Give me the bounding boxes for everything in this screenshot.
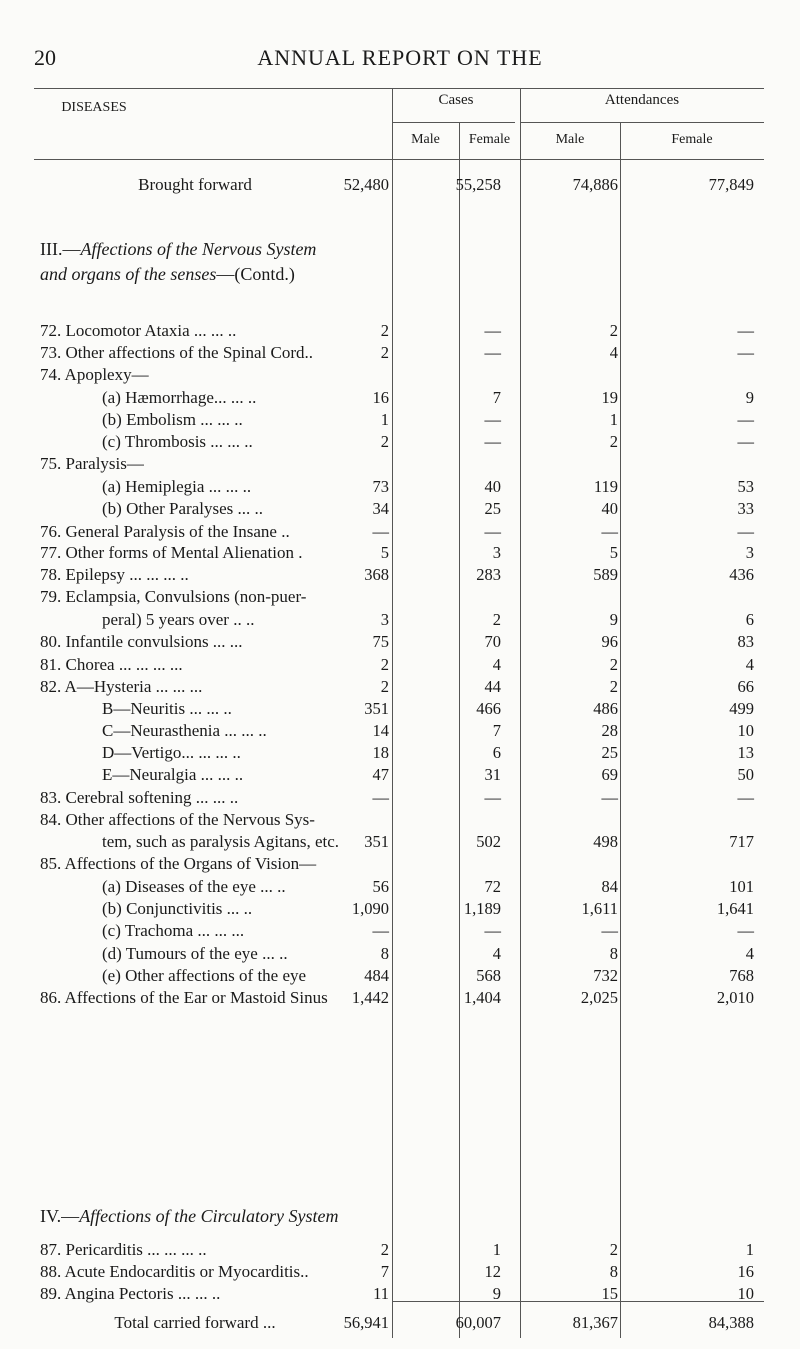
- row-label: 72. Locomotor Ataxia ... ... ..: [40, 321, 237, 340]
- row-label: 73. Other affections of the Spinal Cord..: [40, 343, 314, 362]
- row-cases-female: —: [484, 343, 501, 362]
- row-cases-female: 7: [492, 388, 501, 407]
- row-label: (d) Tumours of the eye ... ..: [102, 944, 288, 963]
- running-head: ANNUAL REPORT ON THE: [257, 45, 543, 70]
- row-cases-female: —: [484, 788, 501, 807]
- row-attend-female: 4: [745, 655, 754, 674]
- section-4-title: Affections of the Circulatory System: [79, 1206, 339, 1226]
- row-label: (b) Embolism ... ... ..: [102, 410, 243, 429]
- row-cases-female: 502: [476, 832, 501, 851]
- row-cases-male: 2: [380, 432, 389, 451]
- brought-forward-cases-female: 55,258: [455, 175, 501, 194]
- row-label: 85. Affections of the Organs of Vision—: [40, 854, 317, 873]
- row-label: tem, such as paralysis Agitans, etc.: [102, 832, 340, 851]
- row-attend-male: 5: [609, 543, 618, 562]
- section-4-heading: [40, 1206, 338, 1227]
- row-attend-male: 732: [593, 966, 618, 985]
- row-label: 86. Affections of the Ear or Mastoid Sinus: [40, 988, 328, 1007]
- attendances-header: Attendances: [604, 92, 680, 108]
- row-attend-female: 2,010: [716, 988, 754, 1007]
- row-cases-female: 31: [484, 765, 501, 784]
- row-label: B—Neuritis ... ... ..: [102, 699, 232, 718]
- row-attend-female: 101: [729, 877, 754, 896]
- row-attend-male: —: [601, 788, 618, 807]
- cases-header: Cases: [438, 92, 474, 108]
- row-attend-female: 10: [737, 721, 754, 740]
- row-attend-female: 436: [729, 565, 754, 584]
- header-bottom-rule: [34, 159, 764, 160]
- row-cases-female: 1,404: [463, 988, 501, 1007]
- row-cases-male: 2: [380, 321, 389, 340]
- row-attend-male: 15: [601, 1284, 618, 1303]
- row-attend-male: 40: [601, 499, 618, 518]
- row-label: (e) Other affections of the eye: [102, 966, 307, 985]
- row-attend-male: 2: [609, 432, 618, 451]
- row-attend-female: 717: [729, 832, 754, 851]
- row-cases-female: 283: [476, 565, 501, 584]
- row-label: 88. Acute Endocarditis or Myocarditis..: [40, 1262, 309, 1281]
- row-cases-male: 34: [372, 499, 389, 518]
- row-attend-male: 1,611: [581, 899, 618, 918]
- row-cases-female: —: [484, 321, 501, 340]
- row-label: C—Neurasthenia ... ... ..: [102, 721, 267, 740]
- row-attend-male: 498: [593, 832, 618, 851]
- row-attend-male: 9: [609, 610, 618, 629]
- row-attend-female: —: [737, 410, 754, 429]
- row-attend-male: 8: [609, 944, 618, 963]
- row-attend-male: —: [601, 522, 618, 541]
- row-cases-male: 2: [380, 343, 389, 362]
- row-label: 89. Angina Pectoris ... ... ..: [40, 1284, 221, 1303]
- cases-male-header: Male: [411, 132, 440, 147]
- row-cases-female: 72: [484, 877, 501, 896]
- row-attend-female: 9: [745, 388, 754, 407]
- row-label: 83. Cerebral softening ... ... ..: [40, 788, 239, 807]
- row-attend-female: 16: [737, 1262, 754, 1281]
- row-cases-female: —: [484, 410, 501, 429]
- row-label: 81. Chorea ... ... ... ...: [40, 655, 183, 674]
- row-attend-female: 33: [737, 499, 754, 518]
- row-label: (a) Diseases of the eye ... ..: [102, 877, 286, 896]
- row-cases-male: 11: [373, 1284, 389, 1303]
- row-cases-female: 70: [484, 632, 501, 651]
- row-attend-male: 1: [609, 410, 618, 429]
- row-attend-male: 2: [609, 1240, 618, 1259]
- row-cases-male: —: [372, 522, 389, 541]
- row-cases-male: 1: [380, 410, 389, 429]
- row-cases-male: 75: [372, 632, 389, 651]
- row-label: (a) Hemiplegia ... ... ..: [102, 477, 252, 496]
- brought-forward-cases-male: 52,480: [343, 175, 389, 194]
- row-attend-female: 83: [737, 632, 754, 651]
- row-cases-female: —: [484, 522, 501, 541]
- row-label: 82. A—Hysteria ... ... ...: [40, 677, 203, 696]
- row-label: E—Neuralgia ... ... ..: [102, 765, 244, 784]
- row-cases-male: 56: [372, 877, 389, 896]
- section-3-heading-line-2: [40, 264, 295, 285]
- section-3-title: Affections of the Nervous System: [80, 239, 317, 259]
- row-label: 74. Apoplexy—: [40, 365, 149, 384]
- row-cases-male: 7: [380, 1262, 389, 1281]
- row-attend-female: —: [737, 321, 754, 340]
- section-3-heading-line-1: [40, 239, 316, 260]
- row-attend-female: —: [737, 921, 754, 940]
- row-cases-male: 351: [364, 699, 389, 718]
- row-cases-male: 47: [372, 765, 389, 784]
- row-cases-male: 2: [380, 1240, 389, 1259]
- row-cases-female: 4: [492, 944, 501, 963]
- row-cases-male: 16: [372, 388, 389, 407]
- row-attend-male: 486: [593, 699, 618, 718]
- row-attend-male: 96: [601, 632, 618, 651]
- row-label: 79. Eclampsia, Convulsions (non-puer-: [40, 587, 307, 606]
- row-cases-male: 73: [372, 477, 389, 496]
- row-cases-female: 40: [484, 477, 501, 496]
- row-cases-male: 368: [364, 565, 389, 584]
- row-cases-male: 14: [372, 721, 389, 740]
- row-attend-male: 2,025: [580, 988, 618, 1007]
- row-attend-male: 19: [601, 388, 618, 407]
- row-cases-female: 25: [484, 499, 501, 518]
- row-cases-male: 2: [380, 677, 389, 696]
- total-cases-female: 60,007: [455, 1313, 501, 1332]
- row-label: 84. Other affections of the Nervous Sys-: [40, 810, 315, 829]
- row-cases-male: 8: [380, 944, 389, 963]
- row-label: 77. Other forms of Mental Alienation .: [40, 543, 303, 562]
- row-cases-male: 1,442: [351, 988, 389, 1007]
- row-cases-male: 2: [380, 655, 389, 674]
- row-attend-female: —: [737, 788, 754, 807]
- section-4-roman: IV.—: [40, 1206, 80, 1226]
- row-cases-male: 3: [380, 610, 389, 629]
- row-label: peral) 5 years over .. ..: [102, 610, 255, 629]
- row-cases-female: 4: [492, 655, 501, 674]
- row-attend-female: —: [737, 432, 754, 451]
- row-cases-male: 1,090: [351, 899, 389, 918]
- row-attend-female: 13: [737, 743, 754, 762]
- total-cases-male: 56,941: [343, 1313, 389, 1332]
- row-attend-male: 84: [601, 877, 618, 896]
- row-label: 87. Pericarditis ... ... ... ..: [40, 1240, 207, 1259]
- row-cases-female: 6: [492, 743, 501, 762]
- row-attend-female: 6: [745, 610, 754, 629]
- row-cases-male: —: [372, 921, 389, 940]
- row-label: 78. Epilepsy ... ... ... ..: [40, 565, 189, 584]
- row-cases-female: 9: [492, 1284, 501, 1303]
- row-cases-male: 5: [380, 543, 389, 562]
- row-attend-female: 66: [737, 677, 754, 696]
- col-rule-4: [620, 122, 621, 1338]
- row-attend-female: —: [737, 343, 754, 362]
- total-attend-female: 84,388: [708, 1313, 754, 1332]
- row-attend-male: 2: [609, 321, 618, 340]
- table-top-rule: [34, 88, 764, 89]
- row-attend-male: 589: [593, 565, 618, 584]
- row-attend-female: 1: [745, 1240, 754, 1259]
- row-attend-female: —: [737, 522, 754, 541]
- attendances-subheader-rule: [520, 122, 764, 123]
- row-label: (b) Other Paralyses ... ..: [102, 499, 263, 518]
- row-label: D—Vertigo... ... ... ..: [102, 743, 241, 762]
- diseases-header: DISEASES: [61, 100, 127, 115]
- attendances-female-header: Female: [671, 132, 713, 147]
- row-attend-female: 499: [729, 699, 754, 718]
- row-cases-female: 44: [484, 677, 501, 696]
- col-rule-1: [392, 88, 393, 1338]
- row-cases-male: 484: [364, 966, 389, 985]
- row-cases-female: —: [484, 921, 501, 940]
- row-label: 75. Paralysis—: [40, 454, 144, 473]
- row-cases-female: 466: [476, 699, 501, 718]
- row-cases-female: 7: [492, 721, 501, 740]
- brought-forward-attend-male: 74,886: [572, 175, 618, 194]
- row-label: 80. Infantile convulsions ... ...: [40, 632, 243, 651]
- row-cases-female: 12: [484, 1262, 501, 1281]
- row-label: 76. General Paralysis of the Insane ..: [40, 522, 290, 541]
- page-number: 20: [34, 45, 56, 70]
- row-cases-male: 351: [364, 832, 389, 851]
- row-attend-male: 25: [601, 743, 618, 762]
- row-cases-female: 1,189: [463, 899, 501, 918]
- row-attend-female: 4: [745, 944, 754, 963]
- row-label: (b) Conjunctivitis ... ..: [102, 899, 253, 918]
- row-label: (c) Thrombosis ... ... ..: [102, 432, 253, 451]
- brought-forward-attend-female: 77,849: [708, 175, 754, 194]
- row-attend-female: 3: [745, 543, 754, 562]
- row-attend-female: 768: [729, 966, 754, 985]
- row-cases-female: 1: [492, 1240, 501, 1259]
- row-attend-male: 119: [593, 477, 618, 496]
- row-attend-male: 69: [601, 765, 618, 784]
- row-attend-male: 2: [609, 677, 618, 696]
- row-cases-female: —: [484, 432, 501, 451]
- section-3-subtitle: and organs of the senses: [40, 264, 217, 284]
- total-carried-forward-label: Total carried forward ...: [114, 1313, 276, 1332]
- row-attend-female: 50: [737, 765, 754, 784]
- row-cases-male: —: [372, 788, 389, 807]
- row-label: (c) Trachoma ... ... ...: [102, 921, 245, 940]
- attendances-male-header: Male: [555, 132, 585, 147]
- row-attend-female: 1,641: [716, 899, 754, 918]
- row-attend-male: 4: [609, 343, 618, 362]
- section-3-contd: —(Contd.): [216, 264, 295, 284]
- cases-subheader-rule: [392, 122, 515, 123]
- col-rule-3: [520, 88, 521, 1338]
- row-cases-male: 18: [372, 743, 389, 762]
- section-3-roman: III.—: [40, 239, 81, 259]
- row-attend-male: 28: [601, 721, 618, 740]
- cases-female-header: Female: [468, 132, 511, 147]
- row-cases-female: 3: [492, 543, 501, 562]
- row-attend-male: —: [601, 921, 618, 940]
- row-attend-female: 53: [737, 477, 754, 496]
- row-cases-female: 568: [476, 966, 501, 985]
- row-attend-male: 2: [609, 655, 618, 674]
- row-attend-male: 8: [609, 1262, 618, 1281]
- brought-forward-label: Brought forward: [138, 175, 252, 194]
- row-cases-female: 2: [492, 610, 501, 629]
- row-attend-female: 10: [737, 1284, 754, 1303]
- row-label: (a) Hæmorrhage... ... ..: [102, 388, 257, 407]
- total-attend-male: 81,367: [572, 1313, 618, 1332]
